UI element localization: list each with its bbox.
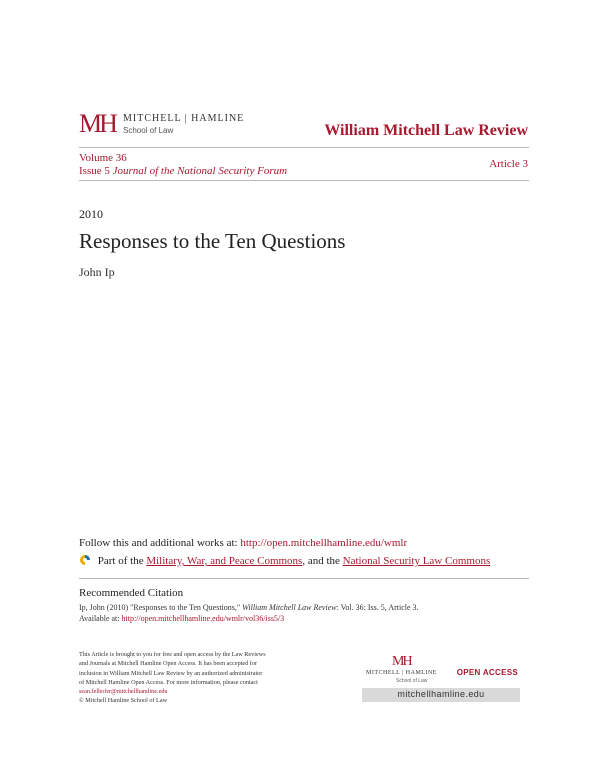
footer-site-url[interactable]: mitchellhamline.edu [397,689,485,699]
national-security-law-commons-link[interactable]: National Security Law Commons [342,555,491,567]
volume-link[interactable]: Volume 36 [79,152,127,164]
open-access-blurb [79,650,314,706]
header-divider [79,147,529,148]
part-of-line [79,554,490,567]
bepress-commons-icon [79,554,91,566]
mitchell-hamline-logo [79,110,279,140]
blurb-line: This Article is brought to you for free and open access by the Law Reviews [79,651,266,658]
contact-email-link[interactable]: sean.felhofer@mitchellhamline.edu [79,688,168,696]
article-title: Responses to the Ten Questions [79,229,346,253]
citation-text [79,603,419,612]
blurb-line: of Mitchell Hamline Open Access. For more information, please contact [79,678,258,686]
issue-link[interactable] [79,165,287,177]
military-war-peace-commons-link[interactable]: Military, War, and Peace Commons [146,555,303,567]
citation-journal: William Mitchell Law Review [242,603,337,612]
blurb-line: inclusion in William Mitchell Law Review by an authorized administrator [79,669,263,677]
meta-divider [79,180,529,181]
blurb-line: and Journals at Mitchell Hamline Open Access. It has been accepted for [79,660,257,668]
publication-year: 2010 [79,207,103,221]
journal-title[interactable]: William Mitchell Law Review [324,122,528,139]
footer-logo-mark: MH [392,654,411,669]
copyright-text: © Mitchell Hamline School of Law [79,697,168,705]
logo-mark: MH [79,109,115,138]
recommended-citation-label: Recommended Citation [79,587,184,599]
and-text: , and the [302,555,340,567]
citation-prefix: Ip, John (2010) "Responses to the Ten Questions," [79,603,241,612]
available-label: Available at: [79,614,120,623]
available-at-line [79,614,284,623]
logo-name: MITCHELL | HAMLINE [123,113,245,124]
author-name[interactable]: John Ip [79,265,115,279]
citation-suffix: : Vol. 36: Iss. 5, Article 3. [336,603,419,612]
logo-subtitle: School of Law [123,126,174,135]
citation-divider [79,578,529,579]
open-access-label: OPEN ACCESS [456,668,518,677]
follow-url-link[interactable]: http://open.mitchellhamline.edu/wmlr [240,537,408,549]
available-url-link[interactable]: http://open.mitchellhamline.edu/wmlr/vol36/iss5/3 [121,614,285,623]
follow-text: Follow this and additional works at: [79,537,238,549]
part-of-text: Part of the [97,555,144,567]
footer-logo-subtitle: School of Law [396,678,428,684]
article-link[interactable]: Article 3 [489,158,528,170]
follow-line [79,537,407,549]
issue-number: Issue 5 [79,165,110,177]
footer-logo-name: MITCHELL | HAMLINE [366,670,437,676]
issue-journal: Journal of the National Security Forum [112,165,288,177]
